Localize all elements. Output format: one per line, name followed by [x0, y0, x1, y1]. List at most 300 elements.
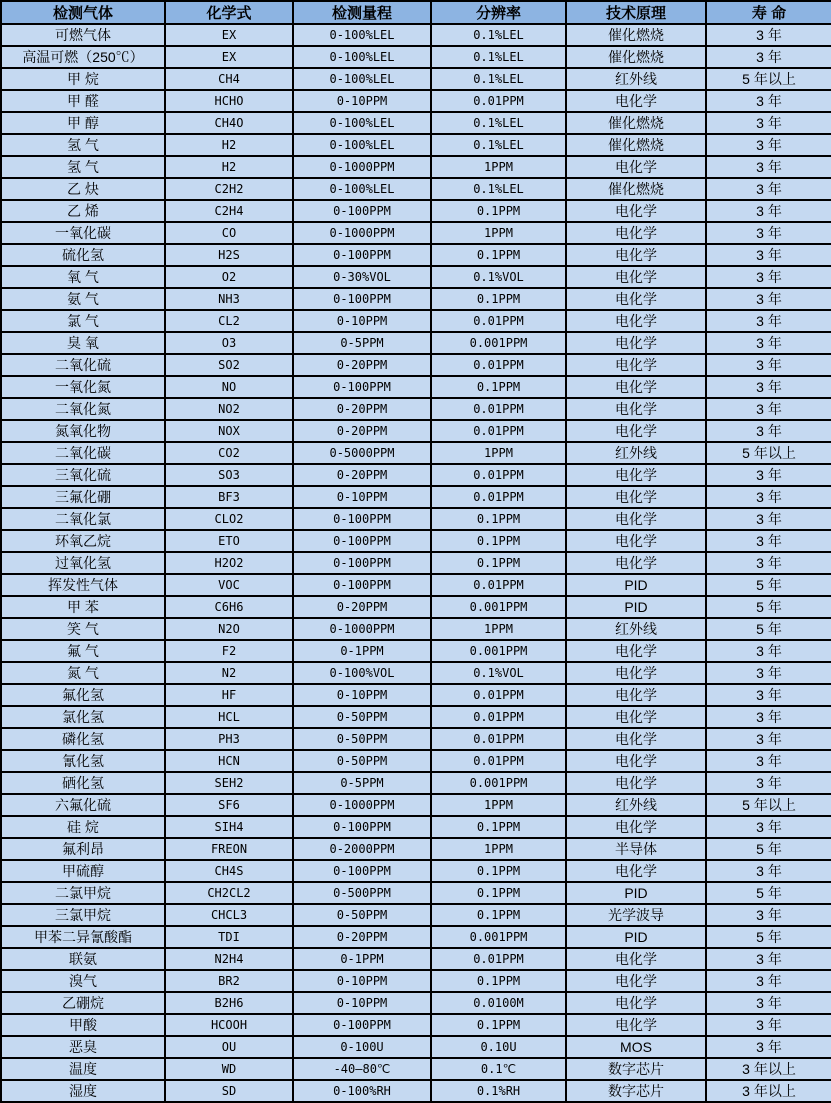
cell-range: 0-100%RH: [293, 1080, 431, 1102]
cell-lifespan: 3 年: [706, 200, 831, 222]
cell-gas: 氟化氢: [1, 684, 165, 706]
cell-formula: CH4S: [165, 860, 293, 882]
cell-gas: 氯化氢: [1, 706, 165, 728]
cell-resolution: 0.1%LEL: [431, 112, 566, 134]
cell-range: 0-10PPM: [293, 970, 431, 992]
cell-range: 0-10PPM: [293, 90, 431, 112]
cell-formula: CH4: [165, 68, 293, 90]
table-row: [1, 640, 831, 662]
cell-resolution: 0.001PPM: [431, 772, 566, 794]
cell-formula: CO: [165, 222, 293, 244]
table-row: [1, 398, 831, 420]
cell-principle: 催化燃烧: [566, 134, 706, 156]
cell-lifespan: 3 年: [706, 640, 831, 662]
table-row: [1, 178, 831, 200]
cell-resolution: 0.1PPM: [431, 904, 566, 926]
cell-formula: CO2: [165, 442, 293, 464]
cell-principle: 电化学: [566, 662, 706, 684]
cell-range: 0-100U: [293, 1036, 431, 1058]
cell-resolution: 0.01PPM: [431, 486, 566, 508]
table-row: [1, 706, 831, 728]
cell-formula: CHCL3: [165, 904, 293, 926]
cell-gas: 三氟化硼: [1, 486, 165, 508]
cell-lifespan: 3 年: [706, 1014, 831, 1036]
cell-gas: 湿度: [1, 1080, 165, 1102]
cell-formula: N2H4: [165, 948, 293, 970]
cell-gas: 乙 炔: [1, 178, 165, 200]
cell-gas: 氯 气: [1, 310, 165, 332]
cell-range: 0-50PPM: [293, 728, 431, 750]
cell-gas: 二氧化氯: [1, 508, 165, 530]
cell-principle: 电化学: [566, 728, 706, 750]
table-row: [1, 1014, 831, 1036]
cell-lifespan: 5 年: [706, 596, 831, 618]
cell-range: 0-20PPM: [293, 420, 431, 442]
cell-range: 0-100%LEL: [293, 112, 431, 134]
cell-formula: HCL: [165, 706, 293, 728]
cell-gas: 一氧化碳: [1, 222, 165, 244]
table-row: [1, 728, 831, 750]
cell-principle: 电化学: [566, 992, 706, 1014]
cell-principle: 电化学: [566, 376, 706, 398]
cell-gas: 三氧化硫: [1, 464, 165, 486]
table-row: [1, 970, 831, 992]
table-row: [1, 860, 831, 882]
cell-principle: 电化学: [566, 90, 706, 112]
column-header: 检测气体: [1, 1, 165, 24]
table-row: [1, 266, 831, 288]
table-row: [1, 596, 831, 618]
cell-resolution: 0.1PPM: [431, 530, 566, 552]
cell-range: 0-5PPM: [293, 772, 431, 794]
cell-gas: 甲 醇: [1, 112, 165, 134]
cell-resolution: 0.001PPM: [431, 332, 566, 354]
cell-lifespan: 3 年: [706, 772, 831, 794]
cell-principle: 电化学: [566, 706, 706, 728]
cell-lifespan: 3 年: [706, 970, 831, 992]
cell-lifespan: 5 年: [706, 926, 831, 948]
cell-formula: FREON: [165, 838, 293, 860]
cell-lifespan: 3 年: [706, 464, 831, 486]
table-row: [1, 1058, 831, 1080]
cell-range: -40—80℃: [293, 1058, 431, 1080]
table-row: [1, 332, 831, 354]
cell-formula: EX: [165, 46, 293, 68]
cell-lifespan: 3 年: [706, 662, 831, 684]
cell-formula: O3: [165, 332, 293, 354]
cell-lifespan: 5 年: [706, 882, 831, 904]
cell-principle: 半导体: [566, 838, 706, 860]
table-row: [1, 24, 831, 46]
cell-gas: 高温可燃（250℃）: [1, 46, 165, 68]
table-row: [1, 288, 831, 310]
table-row: [1, 156, 831, 178]
cell-formula: CLO2: [165, 508, 293, 530]
cell-gas: 氨 气: [1, 288, 165, 310]
cell-principle: 数字芯片: [566, 1080, 706, 1102]
cell-lifespan: 3 年: [706, 222, 831, 244]
cell-lifespan: 3 年: [706, 530, 831, 552]
cell-lifespan: 3 年: [706, 816, 831, 838]
cell-lifespan: 3 年: [706, 24, 831, 46]
cell-gas: 环氧乙烷: [1, 530, 165, 552]
cell-lifespan: 3 年: [706, 244, 831, 266]
cell-principle: 电化学: [566, 860, 706, 882]
cell-principle: 电化学: [566, 486, 706, 508]
cell-resolution: 1PPM: [431, 618, 566, 640]
cell-gas: 恶臭: [1, 1036, 165, 1058]
cell-resolution: 0.10U: [431, 1036, 566, 1058]
cell-range: 0-100PPM: [293, 200, 431, 222]
cell-gas: 氟 气: [1, 640, 165, 662]
cell-lifespan: 5 年: [706, 574, 831, 596]
cell-principle: PID: [566, 596, 706, 618]
cell-principle: 电化学: [566, 640, 706, 662]
cell-resolution: 0.1PPM: [431, 376, 566, 398]
cell-gas: 甲苯二异氰酸酯: [1, 926, 165, 948]
cell-range: 0-50PPM: [293, 904, 431, 926]
cell-principle: 电化学: [566, 222, 706, 244]
cell-formula: EX: [165, 24, 293, 46]
cell-lifespan: 3 年: [706, 310, 831, 332]
table-row: [1, 684, 831, 706]
cell-gas: 二氧化氮: [1, 398, 165, 420]
cell-gas: 甲硫醇: [1, 860, 165, 882]
cell-lifespan: 3 年: [706, 486, 831, 508]
cell-principle: 电化学: [566, 816, 706, 838]
cell-lifespan: 3 年: [706, 904, 831, 926]
cell-gas: 笑 气: [1, 618, 165, 640]
cell-gas: 乙硼烷: [1, 992, 165, 1014]
cell-principle: PID: [566, 574, 706, 596]
cell-lifespan: 3 年: [706, 112, 831, 134]
cell-formula: OU: [165, 1036, 293, 1058]
cell-resolution: 0.1%LEL: [431, 178, 566, 200]
column-header: 寿 命: [706, 1, 831, 24]
cell-formula: F2: [165, 640, 293, 662]
table-row: [1, 618, 831, 640]
cell-lifespan: 3 年: [706, 332, 831, 354]
cell-gas: 温度: [1, 1058, 165, 1080]
cell-lifespan: 3 年: [706, 706, 831, 728]
cell-lifespan: 3 年: [706, 90, 831, 112]
cell-resolution: 0.1%LEL: [431, 24, 566, 46]
table-row: [1, 574, 831, 596]
cell-range: 0-5PPM: [293, 332, 431, 354]
cell-formula: O2: [165, 266, 293, 288]
table-row: [1, 244, 831, 266]
table-row: [1, 134, 831, 156]
cell-principle: 光学波导: [566, 904, 706, 926]
cell-range: 0-10PPM: [293, 486, 431, 508]
cell-resolution: 0.1PPM: [431, 244, 566, 266]
cell-resolution: 0.1PPM: [431, 288, 566, 310]
cell-gas: 氮 气: [1, 662, 165, 684]
cell-lifespan: 3 年: [706, 398, 831, 420]
cell-range: 0-2000PPM: [293, 838, 431, 860]
cell-range: 0-100%LEL: [293, 178, 431, 200]
cell-range: 0-100PPM: [293, 288, 431, 310]
table-row: [1, 992, 831, 1014]
cell-principle: PID: [566, 926, 706, 948]
cell-resolution: 0.1%VOL: [431, 662, 566, 684]
table-row: [1, 838, 831, 860]
cell-formula: NO2: [165, 398, 293, 420]
cell-gas: 三氯甲烷: [1, 904, 165, 926]
cell-formula: H2O2: [165, 552, 293, 574]
cell-range: 0-5000PPM: [293, 442, 431, 464]
cell-formula: TDI: [165, 926, 293, 948]
cell-range: 0-100%LEL: [293, 134, 431, 156]
cell-range: 0-50PPM: [293, 750, 431, 772]
cell-principle: 电化学: [566, 552, 706, 574]
cell-principle: 数字芯片: [566, 1058, 706, 1080]
cell-principle: 红外线: [566, 442, 706, 464]
table-row: [1, 530, 831, 552]
table-row: [1, 904, 831, 926]
cell-resolution: 0.01PPM: [431, 574, 566, 596]
cell-lifespan: 3 年: [706, 46, 831, 68]
cell-lifespan: 3 年: [706, 992, 831, 1014]
cell-range: 0-100PPM: [293, 508, 431, 530]
table-row: [1, 1080, 831, 1102]
table-row: [1, 90, 831, 112]
table-row: [1, 486, 831, 508]
cell-range: 0-500PPM: [293, 882, 431, 904]
cell-gas: 挥发性气体: [1, 574, 165, 596]
cell-gas: 联氨: [1, 948, 165, 970]
cell-principle: 电化学: [566, 970, 706, 992]
cell-range: 0-10PPM: [293, 992, 431, 1014]
cell-resolution: 1PPM: [431, 222, 566, 244]
cell-resolution: 1PPM: [431, 838, 566, 860]
cell-range: 0-50PPM: [293, 706, 431, 728]
column-header: 检测量程: [293, 1, 431, 24]
cell-gas: 二氧化碳: [1, 442, 165, 464]
cell-gas: 甲 烷: [1, 68, 165, 90]
cell-principle: 电化学: [566, 948, 706, 970]
cell-gas: 氰化氢: [1, 750, 165, 772]
cell-lifespan: 3 年: [706, 178, 831, 200]
cell-formula: SEH2: [165, 772, 293, 794]
cell-formula: BR2: [165, 970, 293, 992]
cell-resolution: 0.1%VOL: [431, 266, 566, 288]
cell-range: 0-100PPM: [293, 860, 431, 882]
cell-principle: 电化学: [566, 750, 706, 772]
table-row: [1, 354, 831, 376]
cell-lifespan: 3 年: [706, 728, 831, 750]
cell-lifespan: 3 年: [706, 1036, 831, 1058]
cell-resolution: 1PPM: [431, 794, 566, 816]
cell-formula: NH3: [165, 288, 293, 310]
cell-principle: 电化学: [566, 266, 706, 288]
column-header: 分辨率: [431, 1, 566, 24]
cell-principle: 红外线: [566, 68, 706, 90]
table-row: [1, 376, 831, 398]
cell-formula: HCOOH: [165, 1014, 293, 1036]
cell-range: 0-20PPM: [293, 596, 431, 618]
cell-range: 0-100PPM: [293, 1014, 431, 1036]
cell-gas: 甲 醛: [1, 90, 165, 112]
cell-principle: 电化学: [566, 354, 706, 376]
cell-formula: CL2: [165, 310, 293, 332]
cell-range: 0-1000PPM: [293, 156, 431, 178]
cell-formula: SO2: [165, 354, 293, 376]
column-header: 技术原理: [566, 1, 706, 24]
table-row: [1, 112, 831, 134]
cell-range: 0-100PPM: [293, 816, 431, 838]
table-row: [1, 772, 831, 794]
cell-resolution: 0.01PPM: [431, 948, 566, 970]
cell-resolution: 0.1PPM: [431, 508, 566, 530]
cell-principle: 催化燃烧: [566, 178, 706, 200]
cell-lifespan: 3 年: [706, 266, 831, 288]
cell-formula: B2H6: [165, 992, 293, 1014]
cell-resolution: 0.1%LEL: [431, 46, 566, 68]
cell-range: 0-100PPM: [293, 552, 431, 574]
cell-range: 0-100%LEL: [293, 46, 431, 68]
cell-principle: 电化学: [566, 398, 706, 420]
cell-formula: N2: [165, 662, 293, 684]
table-row: [1, 508, 831, 530]
cell-lifespan: 3 年: [706, 288, 831, 310]
cell-principle: 红外线: [566, 618, 706, 640]
cell-lifespan: 3 年: [706, 552, 831, 574]
cell-range: 0-1000PPM: [293, 618, 431, 640]
cell-lifespan: 5 年以上: [706, 442, 831, 464]
cell-lifespan: 3 年: [706, 376, 831, 398]
cell-resolution: 0.001PPM: [431, 926, 566, 948]
table-row: [1, 948, 831, 970]
cell-range: 0-10PPM: [293, 310, 431, 332]
cell-lifespan: 3 年: [706, 354, 831, 376]
cell-resolution: 0.1PPM: [431, 200, 566, 222]
cell-principle: 催化燃烧: [566, 24, 706, 46]
cell-lifespan: 3 年: [706, 750, 831, 772]
table-row: [1, 552, 831, 574]
cell-formula: SF6: [165, 794, 293, 816]
cell-gas: 乙 烯: [1, 200, 165, 222]
cell-formula: C2H2: [165, 178, 293, 200]
cell-gas: 一氧化氮: [1, 376, 165, 398]
cell-resolution: 0.1℃: [431, 1058, 566, 1080]
cell-principle: 电化学: [566, 420, 706, 442]
cell-principle: 电化学: [566, 1014, 706, 1036]
cell-lifespan: 3 年: [706, 508, 831, 530]
cell-range: 0-20PPM: [293, 398, 431, 420]
cell-range: 0-100PPM: [293, 530, 431, 552]
cell-resolution: 0.01PPM: [431, 684, 566, 706]
cell-resolution: 0.01PPM: [431, 750, 566, 772]
table-row: [1, 794, 831, 816]
table-row: [1, 420, 831, 442]
cell-formula: HF: [165, 684, 293, 706]
cell-resolution: 0.01PPM: [431, 464, 566, 486]
cell-gas: 六氟化硫: [1, 794, 165, 816]
cell-formula: BF3: [165, 486, 293, 508]
cell-resolution: 1PPM: [431, 156, 566, 178]
cell-lifespan: 3 年: [706, 134, 831, 156]
cell-resolution: 0.001PPM: [431, 596, 566, 618]
cell-principle: PID: [566, 882, 706, 904]
cell-resolution: 0.1%LEL: [431, 68, 566, 90]
cell-gas: 甲 苯: [1, 596, 165, 618]
cell-lifespan: 5 年: [706, 618, 831, 640]
table-body: [1, 24, 831, 1102]
cell-formula: HCHO: [165, 90, 293, 112]
table-row: [1, 222, 831, 244]
table-row: [1, 816, 831, 838]
cell-resolution: 0.01PPM: [431, 728, 566, 750]
cell-gas: 甲酸: [1, 1014, 165, 1036]
cell-gas: 硫化氢: [1, 244, 165, 266]
cell-principle: 电化学: [566, 508, 706, 530]
cell-range: 0-100%VOL: [293, 662, 431, 684]
cell-formula: HCN: [165, 750, 293, 772]
cell-resolution: 0.1PPM: [431, 816, 566, 838]
cell-lifespan: 3 年以上: [706, 1080, 831, 1102]
cell-resolution: 0.01PPM: [431, 354, 566, 376]
cell-gas: 磷化氢: [1, 728, 165, 750]
cell-range: 0-1PPM: [293, 948, 431, 970]
cell-gas: 氧 气: [1, 266, 165, 288]
cell-lifespan: 5 年: [706, 838, 831, 860]
table-row: [1, 310, 831, 332]
table-row: [1, 200, 831, 222]
cell-resolution: 0.01PPM: [431, 398, 566, 420]
cell-resolution: 0.01PPM: [431, 420, 566, 442]
table-row: [1, 1036, 831, 1058]
table-row: [1, 442, 831, 464]
cell-range: 0-20PPM: [293, 464, 431, 486]
cell-range: 0-30%VOL: [293, 266, 431, 288]
cell-gas: 二氧化硫: [1, 354, 165, 376]
cell-formula: SO3: [165, 464, 293, 486]
cell-principle: 电化学: [566, 464, 706, 486]
cell-principle: 催化燃烧: [566, 46, 706, 68]
cell-gas: 溴气: [1, 970, 165, 992]
cell-formula: NO: [165, 376, 293, 398]
cell-resolution: 0.001PPM: [431, 640, 566, 662]
cell-resolution: 0.01PPM: [431, 90, 566, 112]
cell-range: 0-1000PPM: [293, 222, 431, 244]
cell-formula: PH3: [165, 728, 293, 750]
cell-range: 0-1000PPM: [293, 794, 431, 816]
cell-range: 0-100%LEL: [293, 24, 431, 46]
cell-principle: 红外线: [566, 794, 706, 816]
cell-principle: MOS: [566, 1036, 706, 1058]
cell-lifespan: 3 年: [706, 156, 831, 178]
cell-resolution: 0.1PPM: [431, 970, 566, 992]
cell-lifespan: 5 年以上: [706, 794, 831, 816]
cell-principle: 电化学: [566, 156, 706, 178]
cell-resolution: 0.1PPM: [431, 1014, 566, 1036]
table-row: [1, 46, 831, 68]
cell-principle: 催化燃烧: [566, 112, 706, 134]
table-row: [1, 662, 831, 684]
cell-lifespan: 3 年: [706, 420, 831, 442]
table-row: [1, 750, 831, 772]
cell-lifespan: 3 年: [706, 948, 831, 970]
cell-formula: H2S: [165, 244, 293, 266]
cell-range: 0-1PPM: [293, 640, 431, 662]
cell-principle: 电化学: [566, 310, 706, 332]
cell-lifespan: 3 年以上: [706, 1058, 831, 1080]
cell-resolution: 0.1PPM: [431, 860, 566, 882]
cell-formula: CH2CL2: [165, 882, 293, 904]
cell-formula: WD: [165, 1058, 293, 1080]
cell-range: 0-100PPM: [293, 244, 431, 266]
